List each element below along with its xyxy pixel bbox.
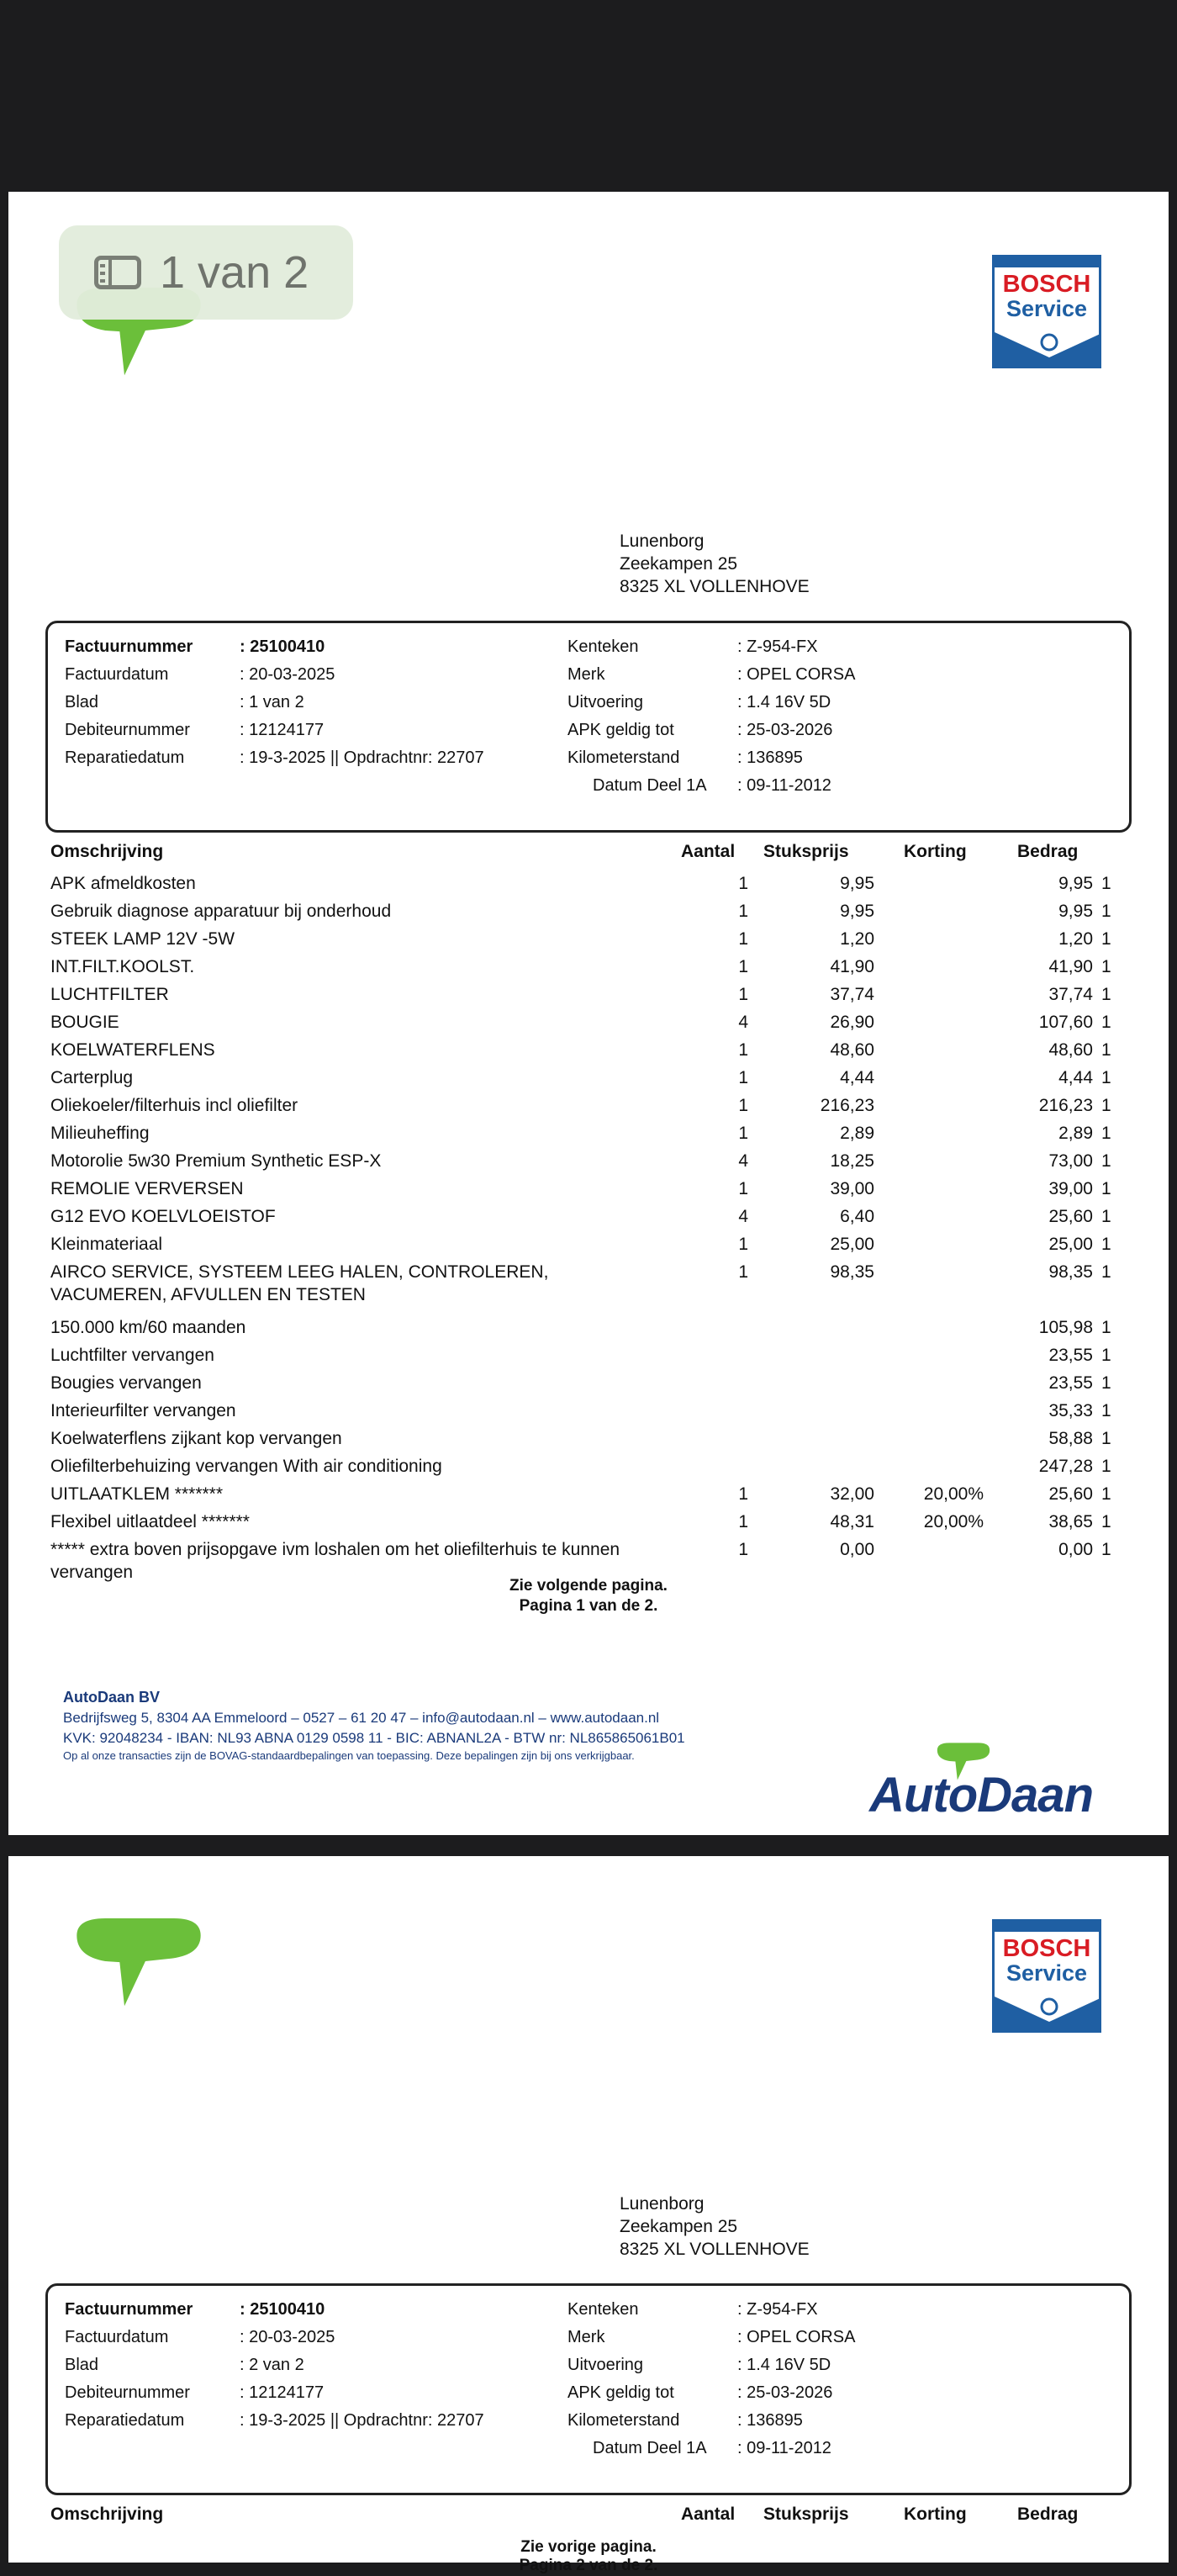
value-apk: : 25-03-2026 (737, 2383, 833, 2402)
cell-unit-price: 98,35 (830, 1262, 874, 1282)
label-merk: Merk (567, 665, 605, 684)
cell-vat-code: 1 (1101, 1013, 1111, 1032)
cell-description: KOELWATERFLENS (50, 1040, 215, 1060)
value-apk: : 25-03-2026 (737, 721, 833, 739)
table-row (8, 1175, 1169, 1203)
value-factuurnummer: : 25100410 (240, 637, 325, 656)
cell-unit-price: 39,00 (830, 1179, 874, 1198)
cell-amount: 2,89 (1058, 1124, 1093, 1143)
label-kilometerstand: Kilometerstand (567, 2411, 680, 2430)
cell-amount: 41,90 (1048, 957, 1093, 976)
cell-description: BOUGIE (50, 1013, 119, 1032)
table-row (8, 981, 1169, 1008)
cell-unit-price: 1,20 (840, 929, 874, 949)
bosch-chevron-icon (995, 1997, 1101, 2030)
cell-quantity: 4 (738, 1151, 748, 1171)
cell-quantity: 1 (738, 874, 748, 893)
customer-address (620, 2193, 810, 2261)
table-row (8, 1092, 1169, 1119)
invoice-info-box (45, 621, 1132, 833)
table-row (8, 1147, 1169, 1175)
label-merk: Merk (567, 2328, 605, 2346)
value-factuurdatum: : 20-03-2025 (240, 665, 335, 684)
cell-vat-code: 1 (1101, 1318, 1111, 1337)
cell-description: Carterplug (50, 1068, 134, 1087)
value-reparatiedatum: : 19-3-2025 || Opdrachtnr: 22707 (240, 748, 484, 767)
invoice-page-2 (8, 1856, 1169, 2574)
cell-unit-price: 48,60 (830, 1040, 874, 1060)
cell-description: Flexibel uitlaatdeel ******* (50, 1512, 250, 1531)
label-reparatiedatum: Reparatiedatum (65, 748, 185, 767)
cell-description: Kleinmateriaal (50, 1235, 163, 1254)
cell-amount: 247,28 (1038, 1457, 1093, 1476)
header-omschrijving: Omschrijving (50, 842, 164, 861)
label-blad: Blad (65, 693, 99, 711)
cell-vat-code: 1 (1101, 1040, 1111, 1060)
cell-vat-code: 1 (1101, 957, 1111, 976)
table-row (8, 1536, 1169, 1582)
header-aantal: Aantal (681, 842, 736, 861)
cell-amount: 23,55 (1048, 1373, 1093, 1393)
cell-unit-price: 4,44 (840, 1068, 874, 1087)
label-uitvoering: Uitvoering (567, 2356, 644, 2374)
label-factuurnummer: Factuurnummer (65, 637, 193, 656)
header-stuksprijs: Stuksprijs (763, 2505, 849, 2524)
table-row (8, 1230, 1169, 1258)
cell-unit-price: 32,00 (830, 1484, 874, 1504)
table-row (8, 870, 1169, 897)
value-factuurdatum: : 20-03-2025 (240, 2328, 335, 2346)
customer-address (620, 530, 810, 598)
cell-vat-code: 1 (1101, 902, 1111, 921)
cell-vat-code: 1 (1101, 1179, 1111, 1198)
cell-vat-code: 1 (1101, 1429, 1111, 1448)
cell-description: APK afmeldkosten (50, 874, 196, 893)
cell-vat-code: 1 (1101, 1540, 1111, 1559)
autodaan-wordmark: AutoDaan (869, 1768, 1093, 1822)
label-factuurdatum: Factuurdatum (65, 665, 169, 684)
value-debiteurnummer: : 12124177 (240, 721, 325, 739)
label-datum-deel: Datum Deel 1A (593, 776, 707, 795)
autodaan-logo-mark-icon (67, 1907, 210, 2016)
cell-quantity: 1 (738, 957, 748, 976)
cell-description: Gebruik diagnose apparatuur bij onderhoud (50, 902, 392, 921)
table-row (8, 1008, 1169, 1036)
table-row (8, 1119, 1169, 1147)
label-debiteurnummer: Debiteurnummer (65, 721, 190, 739)
cell-amount: 0,00 (1058, 1540, 1093, 1559)
label-datum-deel: Datum Deel 1A (593, 2439, 707, 2457)
label-apk: APK geldig tot (567, 2383, 674, 2402)
cell-amount: 105,98 (1038, 1318, 1093, 1337)
cell-description: ***** extra boven prijsopgave ivm loshalen om het oliefilterhuis te kunnen vervangen (50, 1540, 620, 1582)
cell-quantity: 1 (738, 1096, 748, 1115)
label-reparatiedatum: Reparatiedatum (65, 2411, 185, 2430)
cell-quantity: 1 (738, 1040, 748, 1060)
cell-unit-price: 48,31 (830, 1512, 874, 1531)
cell-vat-code: 1 (1101, 1262, 1111, 1282)
cell-amount: 25,00 (1048, 1235, 1093, 1254)
cell-vat-code: 1 (1101, 874, 1111, 893)
table-row (8, 1369, 1169, 1397)
label-blad: Blad (65, 2356, 99, 2374)
address-line: Zeekampen 25 (620, 2217, 738, 2236)
cell-description: Milieuheffing (50, 1124, 150, 1143)
value-uitvoering: : 1.4 16V 5D (737, 2356, 831, 2374)
table-row (8, 1203, 1169, 1230)
header-bedrag: Bedrag (1017, 842, 1079, 861)
footer-registration-line: KVK: 92048234 - IBAN: NL93 ABNA 0129 0598 11 - BIC: ABNANL2A - BTW nr: NL865865061B01 (63, 1730, 685, 1746)
cell-description: STEEK LAMP 12V -5W (50, 929, 235, 949)
table-row (8, 1036, 1169, 1064)
table-row (8, 1341, 1169, 1369)
cell-description: 150.000 km/60 maanden (50, 1318, 246, 1337)
cell-description: AIRCO SERVICE, SYSTEEM LEEG HALEN, CONTROLEREN, VACUMEREN, AFVULLEN EN TESTEN (50, 1262, 549, 1304)
header-korting: Korting (904, 842, 967, 861)
cell-quantity: 1 (738, 985, 748, 1004)
cell-amount: 35,33 (1048, 1401, 1093, 1420)
cell-quantity: 1 (738, 902, 748, 921)
cell-quantity: 1 (738, 1262, 748, 1282)
value-kilometerstand: : 136895 (737, 2411, 803, 2430)
cell-unit-price: 0,00 (840, 1540, 874, 1559)
cell-unit-price: 18,25 (830, 1151, 874, 1171)
cell-vat-code: 1 (1101, 1346, 1111, 1365)
cell-quantity: 1 (738, 929, 748, 949)
cell-quantity: 4 (738, 1207, 748, 1226)
cell-vat-code: 1 (1101, 929, 1111, 949)
cell-description: UITLAATKLEM ******* (50, 1484, 224, 1504)
label-factuurnummer: Factuurnummer (65, 2300, 193, 2319)
bosch-chevron-icon (995, 332, 1101, 366)
label-apk: APK geldig tot (567, 721, 674, 739)
cell-vat-code: 1 (1101, 1124, 1111, 1143)
table-row (8, 1480, 1169, 1508)
value-kenteken: : Z-954-FX (737, 637, 818, 656)
cell-amount: 107,60 (1038, 1013, 1093, 1032)
label-factuurdatum: Factuurdatum (65, 2328, 169, 2346)
sidebar-thumbnail-icon (94, 256, 141, 289)
cell-amount: 39,00 (1048, 1179, 1093, 1198)
header-stuksprijs: Stuksprijs (763, 842, 849, 861)
cell-quantity: 1 (738, 1540, 748, 1559)
table-row (8, 1425, 1169, 1452)
cell-amount: 25,60 (1048, 1207, 1093, 1226)
header-korting: Korting (904, 2505, 967, 2524)
cell-discount: 20,00% (923, 1484, 984, 1504)
invoice-page-1 (8, 192, 1169, 1835)
address-line: Zeekampen 25 (620, 554, 738, 574)
bosch-service-logo (992, 1919, 1101, 2033)
header-bedrag: Bedrag (1017, 2505, 1079, 2524)
cell-unit-price: 37,74 (830, 985, 874, 1004)
cell-quantity: 4 (738, 1013, 748, 1032)
cell-vat-code: 1 (1101, 1484, 1111, 1504)
cell-amount: 9,95 (1058, 902, 1093, 921)
value-blad: : 1 van 2 (240, 693, 304, 711)
value-debiteurnummer: : 12124177 (240, 2383, 325, 2402)
cell-amount: 98,35 (1048, 1262, 1093, 1282)
cell-description: LUCHTFILTER (50, 985, 169, 1004)
bosch-service-word: Service (1005, 1960, 1088, 1986)
cell-vat-code: 1 (1101, 985, 1111, 1004)
page-indicator-label: 1 van 2 (160, 247, 309, 298)
value-blad: : 2 van 2 (240, 2356, 304, 2374)
footer-terms-line: Op al onze transacties zijn de BOVAG-standaardbepalingen van toepassing. Deze bepalingen zijn bij ons verkrijgbaar. (63, 1749, 635, 1762)
value-kilometerstand: : 136895 (737, 748, 803, 767)
autodaan-footer-logo (841, 1738, 1093, 1830)
cell-amount: 37,74 (1048, 985, 1093, 1004)
cell-quantity: 1 (738, 1484, 748, 1504)
cell-description: Luchtfilter vervangen (50, 1346, 214, 1365)
cell-quantity: 1 (738, 1068, 748, 1087)
cell-unit-price: 6,40 (840, 1207, 874, 1226)
cell-description: INT.FILT.KOOLST. (50, 957, 195, 976)
value-factuurnummer: : 25100410 (240, 2300, 325, 2319)
cell-amount: 48,60 (1048, 1040, 1093, 1060)
cell-vat-code: 1 (1101, 1151, 1111, 1171)
cell-vat-code: 1 (1101, 1512, 1111, 1531)
bosch-service-word: Service (1005, 296, 1088, 321)
value-reparatiedatum: : 19-3-2025 || Opdrachtnr: 22707 (240, 2411, 484, 2430)
cell-unit-price: 9,95 (840, 874, 874, 893)
label-kenteken: Kenteken (567, 2300, 639, 2319)
continuation-notice: Zie vorige pagina. (520, 2538, 657, 2556)
cell-description: Bougies vervangen (50, 1373, 202, 1393)
cell-description: Interieurfilter vervangen (50, 1401, 236, 1420)
table-row (8, 953, 1169, 981)
value-kenteken: : Z-954-FX (737, 2300, 818, 2319)
value-merk: : OPEL CORSA (737, 665, 856, 684)
cell-unit-price: 2,89 (840, 1124, 874, 1143)
cell-amount: 216,23 (1038, 1096, 1093, 1115)
cell-amount: 38,65 (1048, 1512, 1093, 1531)
table-row (8, 1258, 1169, 1304)
value-datum-deel: : 09-11-2012 (737, 2439, 831, 2457)
table-row (8, 1452, 1169, 1480)
address-line: 8325 XL VOLLENHOVE (620, 577, 810, 596)
cell-vat-code: 1 (1101, 1401, 1111, 1420)
bosch-word: BOSCH (1002, 1935, 1091, 1962)
cell-vat-code: 1 (1101, 1096, 1111, 1115)
cell-vat-code: 1 (1101, 1457, 1111, 1476)
footer-company-name: AutoDaan BV (63, 1689, 161, 1706)
cell-vat-code: 1 (1101, 1068, 1111, 1087)
cell-unit-price: 41,90 (830, 957, 874, 976)
cell-vat-code: 1 (1101, 1207, 1111, 1226)
page-count-notice: Pagina 2 van de 2. (519, 2557, 658, 2574)
cell-amount: 4,44 (1058, 1068, 1093, 1087)
address-line: 8325 XL VOLLENHOVE (620, 2240, 810, 2259)
address-line: Lunenborg (620, 532, 705, 551)
table-row (8, 1508, 1169, 1536)
page-count-notice: Pagina 1 van de 2. (519, 1597, 658, 1615)
cell-amount: 73,00 (1048, 1151, 1093, 1171)
table-row (8, 1397, 1169, 1425)
label-kilometerstand: Kilometerstand (567, 748, 680, 767)
label-uitvoering: Uitvoering (567, 693, 644, 711)
cell-quantity: 1 (738, 1512, 748, 1531)
label-kenteken: Kenteken (567, 637, 639, 656)
table-row (8, 925, 1169, 953)
cell-quantity: 1 (738, 1179, 748, 1198)
label-debiteurnummer: Debiteurnummer (65, 2383, 190, 2402)
cell-description: Oliekoeler/filterhuis incl oliefilter (50, 1096, 298, 1115)
cell-amount: 58,88 (1048, 1429, 1093, 1448)
cell-quantity: 1 (738, 1124, 748, 1143)
bosch-service-logo (992, 255, 1101, 368)
cell-description: Oliefilterbehuizing vervangen With air conditioning (50, 1457, 442, 1476)
table-row (8, 897, 1169, 925)
cell-amount: 23,55 (1048, 1346, 1093, 1365)
cell-unit-price: 25,00 (830, 1235, 874, 1254)
value-uitvoering: : 1.4 16V 5D (737, 693, 831, 711)
value-datum-deel: : 09-11-2012 (737, 776, 831, 795)
cell-unit-price: 216,23 (820, 1096, 874, 1115)
cell-amount: 25,60 (1048, 1484, 1093, 1504)
cell-description: Motorolie 5w30 Premium Synthetic ESP-X (50, 1151, 382, 1171)
cell-description: Koelwaterflens zijkant kop vervangen (50, 1429, 342, 1448)
page-indicator-badge[interactable] (59, 225, 353, 320)
value-merk: : OPEL CORSA (737, 2328, 856, 2346)
continuation-notice: Zie volgende pagina. (509, 1577, 668, 1595)
footer-contact-line: Bedrijfsweg 5, 8304 AA Emmeloord – 0527 – 61 20 47 – info@autodaan.nl – www.autodaan.nl (63, 1710, 660, 1726)
cell-vat-code: 1 (1101, 1373, 1111, 1393)
cell-unit-price: 9,95 (840, 902, 874, 921)
cell-amount: 1,20 (1058, 929, 1093, 949)
cell-description: G12 EVO KOELVLOEISTOF (50, 1207, 276, 1226)
header-aantal: Aantal (681, 2505, 736, 2524)
header-omschrijving: Omschrijving (50, 2505, 164, 2524)
cell-amount: 9,95 (1058, 874, 1093, 893)
invoice-info-box (45, 2283, 1132, 2495)
cell-discount: 20,00% (923, 1512, 984, 1531)
table-row (8, 1064, 1169, 1092)
bosch-word: BOSCH (1002, 271, 1091, 298)
cell-unit-price: 26,90 (830, 1013, 874, 1032)
cell-quantity: 1 (738, 1235, 748, 1254)
cell-description: REMOLIE VERVERSEN (50, 1179, 244, 1198)
cell-vat-code: 1 (1101, 1235, 1111, 1254)
address-line: Lunenborg (620, 2194, 705, 2214)
table-row (8, 1314, 1169, 1341)
